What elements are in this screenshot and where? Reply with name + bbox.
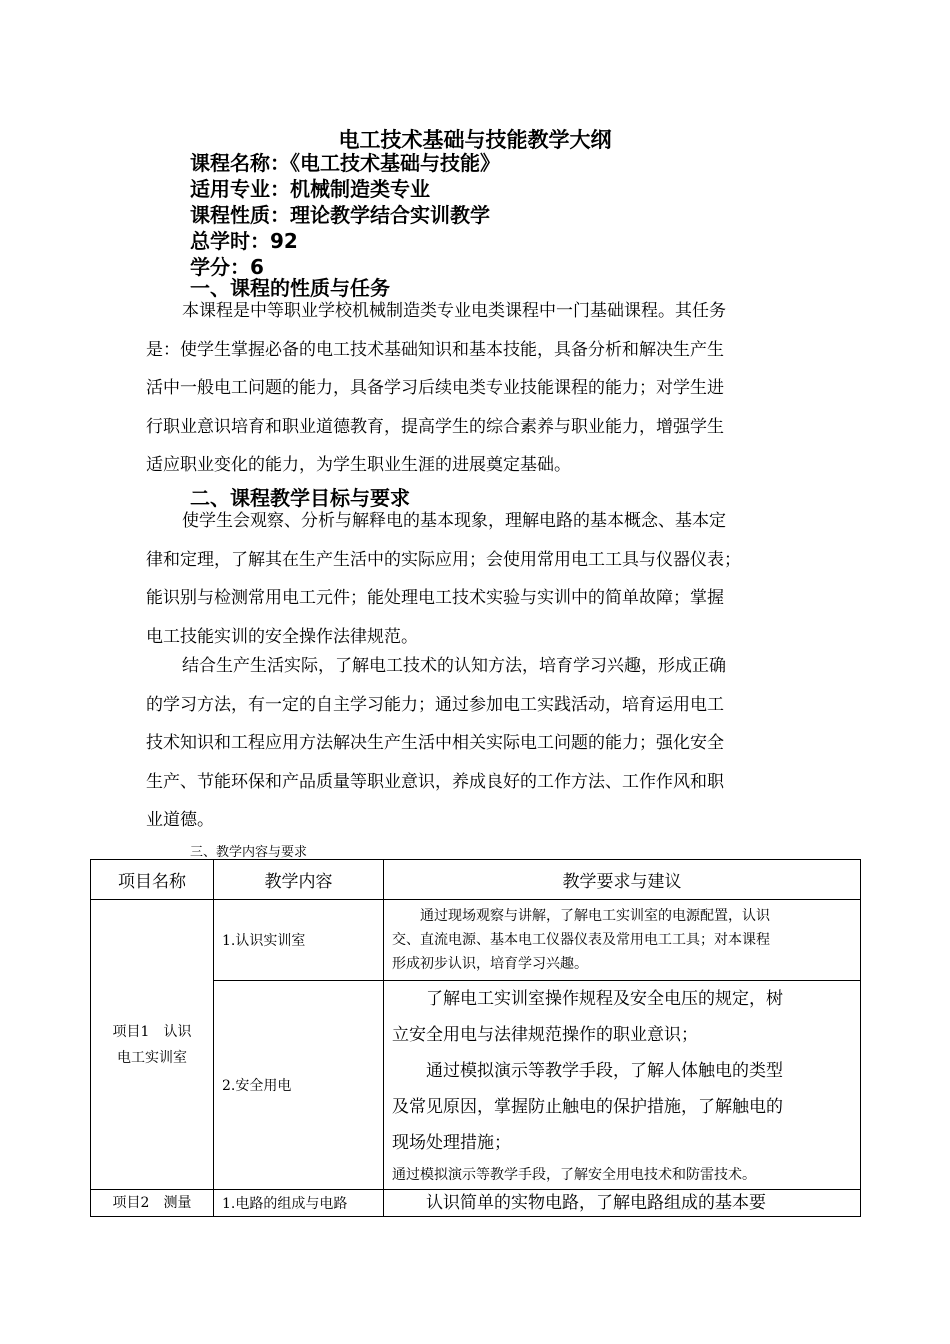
- header-project-name: 项目名称: [91, 860, 214, 900]
- course-meta: [190, 150, 500, 280]
- text-line: 电工技能实训的安全操作法律规范。: [146, 626, 418, 647]
- text-line: 现场处理措施；: [392, 1133, 511, 1153]
- document-title: 电工技术基础与技能教学大纲: [338, 128, 612, 152]
- requirement-cell: [384, 1190, 861, 1217]
- text-line: 通过模拟演示等教学手段，了解安全用电技术和防雷技术。: [392, 1167, 756, 1183]
- content-cell: 1.电路的组成与电路: [214, 1190, 384, 1217]
- section1-heading: 一、课程的性质与任务: [190, 276, 390, 300]
- text-line: 技术知识和工程应用方法解决生产生活中相关实际电工问题的能力；强化安全: [146, 733, 724, 754]
- text-line: 交、直流电源、基本电工仪器仪表及常用电工工具；对本课程: [392, 932, 770, 948]
- text-line: 生产、节能环保和产品质量等职业意识，养成良好的工作方法、工作作风和职: [146, 771, 724, 792]
- header-requirements: 教学要求与建议: [384, 860, 861, 900]
- text-line: 使学生会观察、分析与解释电的基本现象，理解电路的基本概念、基本定: [182, 511, 726, 531]
- section2-paragraph-2: [146, 647, 806, 840]
- meta-course-type: 课程性质：理论教学结合实训教学: [190, 203, 490, 227]
- text-line: 行职业意识培育和职业道德教育，提高学生的综合素养与职业能力，增强学生: [146, 416, 724, 437]
- text-line: 认识简单的实物电路，了解电路组成的基本要: [426, 1193, 766, 1213]
- text-line: 能识别与检测常用电工元件；能处理电工技术实验与实训中的简单故障；掌握: [146, 588, 724, 609]
- meta-course-name: 课程名称：《电工技术基础与技能》: [190, 151, 500, 175]
- teaching-content-table: [90, 859, 861, 1217]
- header-teaching-content: 教学内容: [214, 860, 384, 900]
- text-line: 通过现场观察与讲解，了解电工实训室的电源配置，认识: [420, 908, 770, 924]
- meta-total-hours: 总学时：92: [190, 229, 298, 253]
- project2-name-cell: 项目2 测量: [91, 1190, 214, 1217]
- table-row: [91, 1190, 861, 1217]
- project1-name-cell: [91, 900, 214, 1190]
- text-line: 业道德。: [146, 810, 214, 831]
- text-line: 了解电工实训室操作规程及安全电压的规定，树: [426, 989, 783, 1009]
- requirement-cell: [384, 981, 861, 1190]
- content-cell: 1.认识实训室: [214, 900, 384, 981]
- text-line: 结合生产生活实际，了解电工技术的认知方法，培育学习兴趣，形成正确: [182, 656, 726, 676]
- text-line: 本课程是中等职业学校机械制造类专业电类课程中一门基础课程。其任务: [182, 301, 726, 321]
- section2-heading: 二、课程教学目标与要求: [190, 486, 410, 510]
- table-header-row: [91, 860, 861, 900]
- section2-paragraph-1: [146, 502, 806, 656]
- content-cell: 2.安全用电: [214, 981, 384, 1190]
- text-line: 立安全用电与法律规范操作的职业意识；: [392, 1025, 698, 1045]
- text-line: 是：使学生掌握必备的电工技术基础知识和基本技能，具备分析和解决生产生: [146, 339, 724, 360]
- project1-name-line2: 电工实训室: [117, 1049, 187, 1066]
- section1-paragraph: [146, 292, 806, 485]
- text-line: 的学习方法，有一定的自主学习能力；通过参加电工实践活动，培育运用电工: [146, 694, 724, 715]
- text-line: 律和定理，了解其在生产生活中的实际应用；会使用常用电工工具与仪器仪表；: [146, 549, 741, 570]
- meta-credits: 学分：6: [190, 255, 264, 279]
- text-line: 通过模拟演示等教学手段，了解人体触电的类型: [426, 1061, 783, 1081]
- project1-name-line1: 项目1 认识: [112, 1023, 192, 1040]
- text-line: 及常见原因，掌握防止触电的保护措施，了解触电的: [392, 1097, 783, 1117]
- text-line: 形成初步认识，培育学习兴趣。: [392, 956, 588, 972]
- requirement-cell: [384, 900, 861, 981]
- text-line: 活中一般电工问题的能力，具备学习后续电类专业技能课程的能力；对学生进: [146, 378, 724, 399]
- meta-major: 适用专业：机械制造类专业: [190, 177, 430, 201]
- table-row: [91, 900, 861, 981]
- table-caption: 三、教学内容与要求: [190, 845, 308, 860]
- text-line: 适应职业变化的能力，为学生职业生涯的进展奠定基础。: [146, 455, 571, 476]
